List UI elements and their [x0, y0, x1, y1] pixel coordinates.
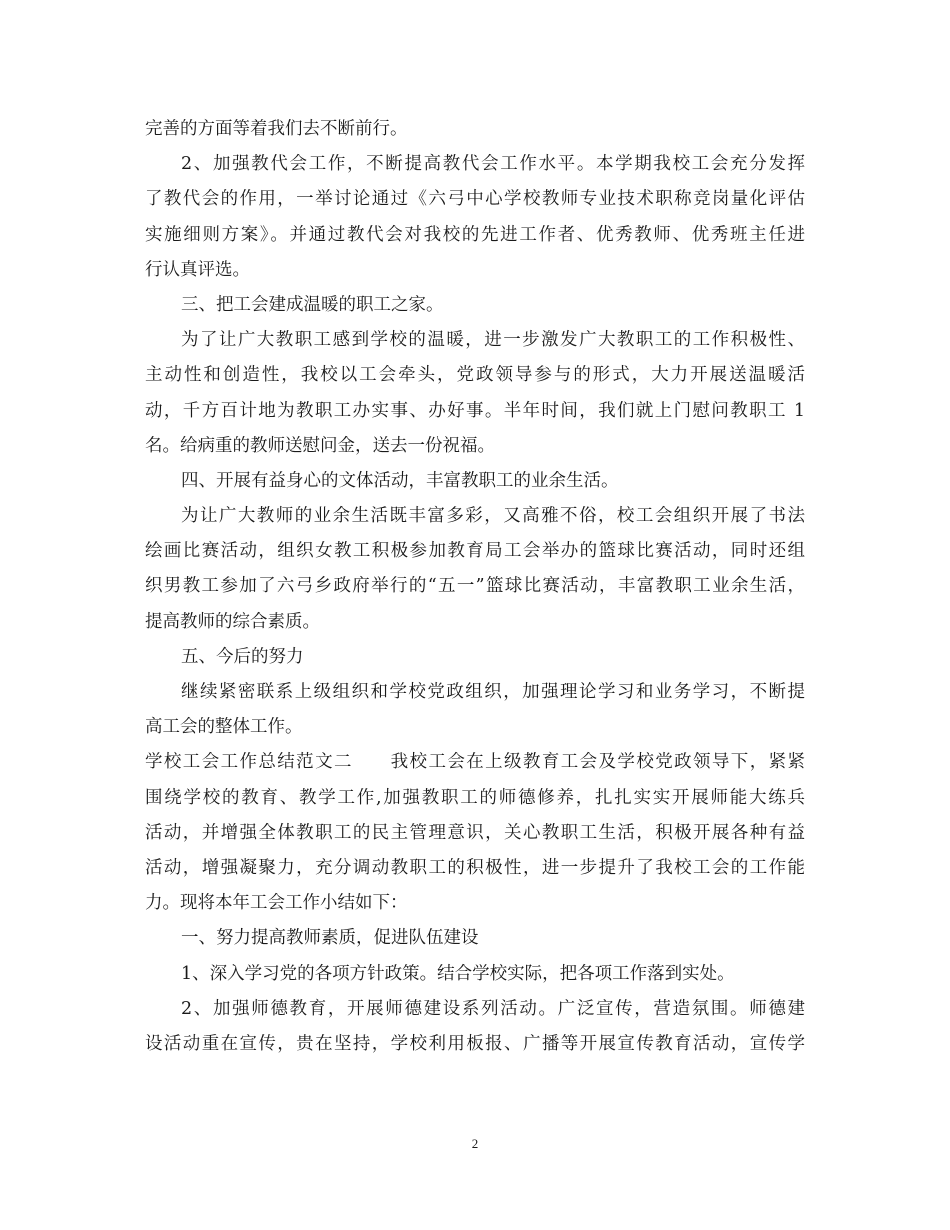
text-line: 1、深入学习党的各项方针政策。结合学校实际，把各项工作落到实处。	[181, 963, 735, 984]
text-line: 2、加强教代会工作，不断提高教代会工作水平。本学期我校工会充分发挥	[181, 154, 805, 175]
text-line: 活动，增强凝聚力，充分调动教职工的积极性，进一步提升了我校工会的工作能	[145, 857, 805, 878]
text-line: 为让广大教师的业余生活既丰富多彩，又高雅不俗，校工会组织开展了书法	[181, 506, 805, 527]
text-line: 完善的方面等着我们去不断前行。	[145, 119, 408, 139]
text-line: 三、把工会建成温暖的职工之家。	[181, 294, 444, 315]
text-line: 设活动重在宣传，贵在坚持，学校利用板报、广播等开展宣传教育活动，宣传学	[145, 1033, 805, 1054]
text-line: 继续紧密联系上级组织和学校党政组织，加强理论学习和业务学习，不断提	[181, 682, 805, 702]
text-line: 实施细则方案》。并通过教代会对我校的先进工作者、优秀教师、优秀班主任进	[145, 224, 805, 245]
text-line: 高工会的整体工作。	[145, 717, 303, 738]
document-body	[145, 112, 805, 1062]
text-line: 学校工会工作总结范文二 我校工会在上级教育工会及学校党政领导下，紧紧	[145, 752, 805, 773]
text-line: 绘画比赛活动，组织女教工积极参加教育局工会举办的篮球比赛活动，同时还组	[145, 541, 805, 562]
text-line: 2、加强师德教育，开展师德建设系列活动。广泛宣传，营造氛围。师德建	[181, 998, 805, 1019]
text-line: 五、今后的努力	[181, 646, 304, 667]
text-line: 行认真评选。	[145, 259, 250, 280]
text-line: 提高教师的综合素质。	[145, 611, 320, 632]
text-line: 主动性和创造性，我校以工会牵头，党政领导参与的形式，大力开展送温暖活	[145, 365, 805, 386]
text-line: 一、努力提高教师素质，促进队伍建设	[181, 928, 479, 949]
text-line: 织男教工参加了六弓乡政府举行的“五一”篮球比赛活动，丰富教职工业余生活，	[145, 576, 805, 597]
text-line: 围绕学校的教育、教学工作,加强教职工的师德修养，扎扎实实开展师能大练兵	[145, 787, 805, 808]
page-number: 2	[471, 1136, 479, 1151]
text-line: 动，千方百计地为教职工办实事、办好事。半年时间，我们就上门慰问教职工 1	[145, 400, 805, 421]
text-line: 了教代会的作用，一举讨论通过《六弓中心学校教师专业技术职称竞岗量化评估	[145, 189, 805, 210]
text-line: 为了让广大教职工感到学校的温暖，进一步激发广大教职工的工作积极性、	[181, 330, 805, 351]
text-line: 名。给病重的教师送慰问金，送去一份祝福。	[145, 435, 495, 456]
text-line: 四、开展有益身心的文体活动，丰富教职工的业余生活。	[181, 470, 619, 491]
text-line: 活动，并增强全体教职工的民主管理意识，关心教职工生活，积极开展各种有益	[145, 822, 805, 843]
text-line: 力。现将本年工会工作小结如下：	[145, 893, 408, 914]
